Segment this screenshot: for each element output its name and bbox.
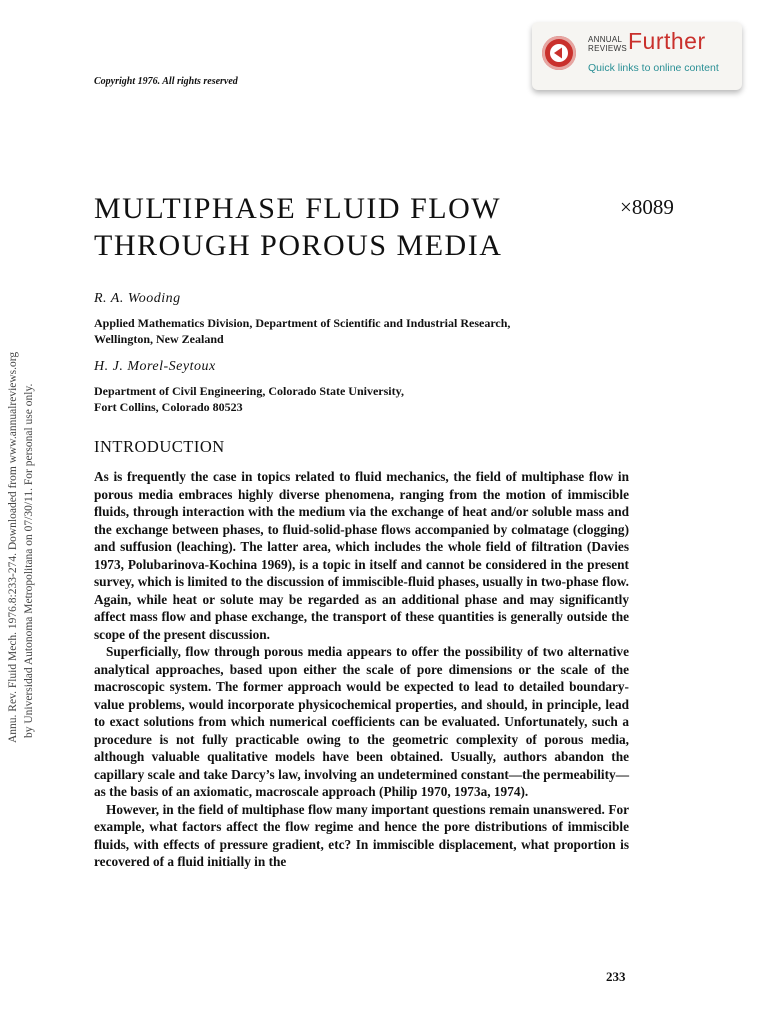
article-body: [94, 468, 629, 871]
article-title: [94, 190, 502, 264]
author-affiliation: [94, 315, 510, 347]
page-number: 233: [606, 969, 626, 984]
annual-reviews-brand: [588, 35, 627, 53]
affiliation-line: Department of Civil Engineering, Colorado State University,: [94, 384, 404, 398]
body-paragraph: However, in the field of multiphase flow many important questions remain unanswered. For example, what factors affect the flow regime and hence the pore distributions of immiscible fluids, with effects of pressure gradient, etc? In immiscible displacement, what proportion is recovered of a fluid initially in the: [94, 801, 629, 869]
body-paragraph: Superficially, flow through porous media appears to offer the possibility of two alternative analytical approaches, based upon either the scale of pore dimensions or the scale of the macroscopic system. The former approach would be expected to lead to detailed boundary-value problems, would incorporate physicochemical properties, and should, in principle, lead to exact solutions from which numerical coefficients can be evaluated. Unfortunately, such a procedure is not fully practicable owing to the geometric complexity of porous media, although valuable qualitative models have been obtained. Usually, authors abandon the capillary scale and take Darcy’s law, involving an undetermined constant—the permeability—as the basis of an axiomatic, macroscale approach (Philip 1970, 1973a, 1974).: [94, 644, 629, 799]
title-line-2: THROUGH POROUS MEDIA: [94, 229, 503, 262]
banner-title: Further: [628, 28, 706, 54]
side-note-line-1: Annu. Rev. Fluid Mech. 1976.8:233-274. Downloaded from www.annualreviews.org: [7, 351, 19, 743]
title-line-1: MULTIPHASE FLUID FLOW: [94, 192, 502, 225]
download-side-note: [4, 275, 44, 745]
author-name: R. A. Wooding: [94, 291, 181, 306]
affiliation-line: Fort Collins, Colorado 80523: [94, 400, 243, 414]
affiliation-line: Wellington, New Zealand: [94, 332, 224, 346]
author-affiliation: [94, 383, 404, 415]
brand-line-annual: ANNUAL: [588, 35, 623, 44]
brand-line-reviews: REVIEWS: [588, 44, 627, 53]
article-id: ×8089: [620, 195, 674, 219]
side-note-line-2: by Universidad Autonoma Metropolitana on 07/30/11. For personal use only.: [23, 383, 35, 738]
banner-subtitle-link[interactable]: Quick links to online content: [588, 62, 719, 74]
section-heading: INTRODUCTION: [94, 437, 225, 456]
further-logo-icon: [542, 36, 576, 70]
body-paragraph: As is frequently the case in topics related to fluid mechanics, the field of multiphase flow in porous media embraces highly diverse phenomena, ranging from the motion of immiscible fluids, through interaction with the medium via the exchange of heat and/or soluble mass and the exchange between phases, to fluid-solid-phase flows accompanied by colmatage (clogging) and suffusion (leaching). The latter area, which includes the whole field of filtration (Davies 1973, Polubarinova-Kochina 1969), is a topic in itself and cannot be considered in the present survey, which is limited to the discussion of immiscible-fluid phases, usually in two-phase flow. Again, while heat or solute may be regarded as an additional phase and may significantly affect mass flow and phase exchange, the transport of these quantities is generally outside the scope of the present discussion.: [94, 469, 629, 642]
author-name: H. J. Morel-Seytoux: [94, 359, 216, 374]
affiliation-line: Applied Mathematics Division, Department of Scientific and Industrial Research,: [94, 316, 511, 330]
annual-reviews-further-banner[interactable]: [532, 22, 742, 90]
copyright-notice: Copyright 1976. All rights reserved: [94, 76, 238, 87]
